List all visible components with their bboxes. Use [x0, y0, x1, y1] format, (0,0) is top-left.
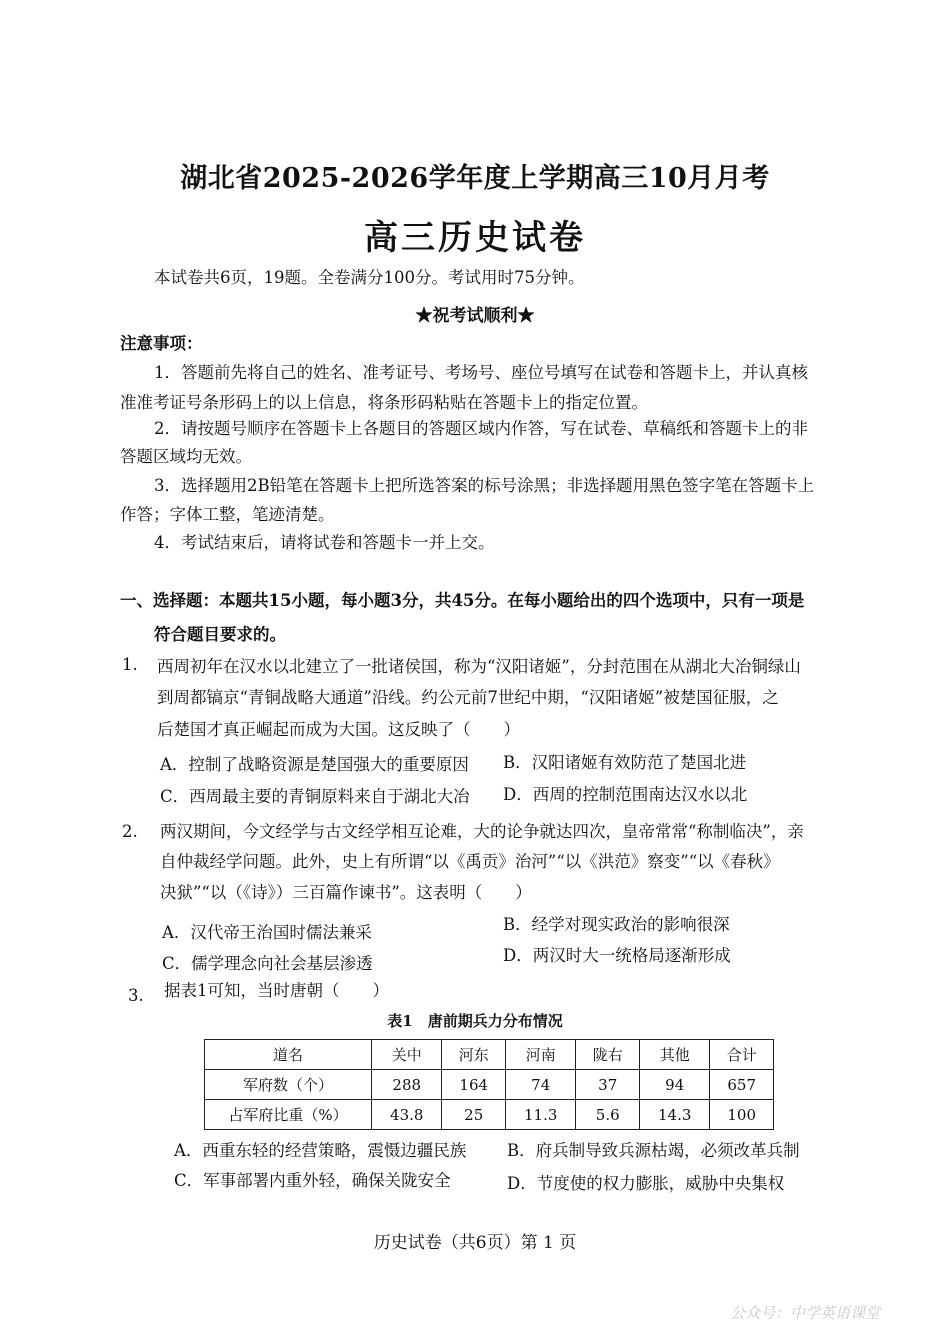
table-cell: 占军府比重（%） [205, 1100, 372, 1130]
troop-distribution-table [204, 1039, 774, 1130]
option-a: A．汉代帝王治国时儒法兼采 [162, 923, 372, 942]
note-line: 2．请按题号顺序在答题卡上各题目的答题区域内作答，写在试卷、草稿纸和答题卡上的非 [154, 419, 808, 438]
exam-info: 本试卷共6页，19题。全卷满分100分。考试用时75分钟。 [154, 268, 585, 287]
option-c: C．西周最主要的青铜原料来自于湖北大冶 [160, 787, 470, 806]
table-cell: 25 [442, 1100, 506, 1130]
table-row [205, 1070, 774, 1100]
table-cell: 37 [576, 1070, 640, 1100]
question-stem: 自仲裁经学问题。此外，史上有所谓“以《禹贡》治河”“以《洪范》察变”“以《春秋》 [160, 852, 780, 871]
table-header-cell: 其他 [639, 1040, 709, 1070]
exam-title: 湖北省2025-2026学年度上学期高三10月月考 [180, 163, 770, 194]
table-cell: 164 [442, 1070, 506, 1100]
note-line: 答题区域均无效。 [120, 447, 252, 466]
option-d: D．节度使的权力膨胀，威胁中央集权 [507, 1174, 785, 1193]
table-cell: 11.3 [505, 1100, 575, 1130]
note-line: 3．选择题用2B铅笔在答题卡上把所选答案的标号涂黑；非选择题用黑色签字笔在答题卡上 [154, 476, 815, 495]
question-stem: 两汉期间，今文经学与古文经学相互论难，大的论争就达四次，皇帝常常“称制临决”，亲 [160, 822, 804, 841]
table-header-cell: 道名 [205, 1040, 372, 1070]
table-header-row [205, 1040, 774, 1070]
option-d: D．两汉时大一统格局逐渐形成 [503, 946, 731, 965]
option-a: A．控制了战略资源是楚国强大的重要原因 [160, 755, 469, 774]
table-cell: 14.3 [639, 1100, 709, 1130]
question-stem: 后楚国才真正崛起而成为大国。这反映了（ ） [157, 720, 520, 739]
table-header-cell: 河南 [505, 1040, 575, 1070]
option-b: B．府兵制导致兵源枯竭，必须改革兵制 [507, 1141, 800, 1160]
option-d: D．西周的控制范围南达汉水以北 [503, 785, 748, 804]
notes-heading: 注意事项： [120, 334, 203, 353]
question-stem: 到周都镐京“青铜战略大通道”沿线。约公元前7世纪中期，“汉阳诸姬”被楚国征服，之 [157, 688, 779, 707]
question-number: 2. [122, 822, 138, 841]
option-a: A．西重东轻的经营策略，震慑边疆民族 [174, 1141, 467, 1160]
table-cell: 5.6 [576, 1100, 640, 1130]
note-line: 1．答题前先将自己的姓名、准考证号、考场号、座位号填写在试卷和答题卡上，并认真核 [154, 363, 808, 382]
table-header-cell: 合计 [710, 1040, 774, 1070]
note-line: 准准考证号条形码上的以上信息，将条形码粘贴在答题卡上的指定位置。 [120, 393, 648, 412]
table-cell: 288 [372, 1070, 442, 1100]
note-line: 4．考试结束后，请将试卷和答题卡一并上交。 [154, 533, 495, 552]
table-cell: 43.8 [372, 1100, 442, 1130]
section-heading: 一、选择题：本题共15小题，每小题3分，共45分。在每小题给出的四个选项中，只有一项是 [120, 591, 805, 610]
table-row [205, 1100, 774, 1130]
option-b: B．经学对现实政治的影响很深 [503, 915, 730, 934]
blessing: ★祝考试顺利★ [415, 306, 535, 326]
table-header-cell: 关中 [372, 1040, 442, 1070]
table-header-cell: 陇右 [576, 1040, 640, 1070]
question-stem: 决狱”“以（《诗》）三百篇作谏书”。这表明（ ） [160, 883, 532, 902]
question-number: 3. [128, 986, 144, 1005]
question-number: 1. [122, 655, 138, 674]
option-c: C．儒学理念向社会基层渗透 [162, 954, 373, 973]
option-b: B．汉阳诸姬有效防范了楚国北进 [503, 753, 747, 772]
table-cell: 657 [710, 1070, 774, 1100]
note-line: 作答；字体工整，笔迹清楚。 [120, 505, 335, 524]
option-c: C．军事部署内重外轻，确保关陇安全 [174, 1171, 451, 1190]
question-stem: 据表1可知，当时唐朝（ ） [164, 981, 389, 1000]
table-cell: 94 [639, 1070, 709, 1100]
question-stem: 西周初年在汉水以北建立了一批诸侯国，称为“汉阳诸姬”，分封范围在从湖北大冶铜绿山 [157, 657, 801, 676]
table-cell: 100 [710, 1100, 774, 1130]
subject-title: 高三历史试卷 [364, 218, 586, 258]
table-cell: 军府数（个） [205, 1070, 372, 1100]
watermark: 公众号：中学英语课堂 [730, 1304, 881, 1322]
page-footer: 历史试卷（共6页）第 1 页 [373, 1233, 577, 1253]
table-caption: 表1 唐前期兵力分布情况 [387, 1012, 563, 1030]
table-cell: 74 [505, 1070, 575, 1100]
table-header-cell: 河东 [442, 1040, 506, 1070]
section-heading-cont: 符合题目要求的。 [154, 625, 286, 644]
